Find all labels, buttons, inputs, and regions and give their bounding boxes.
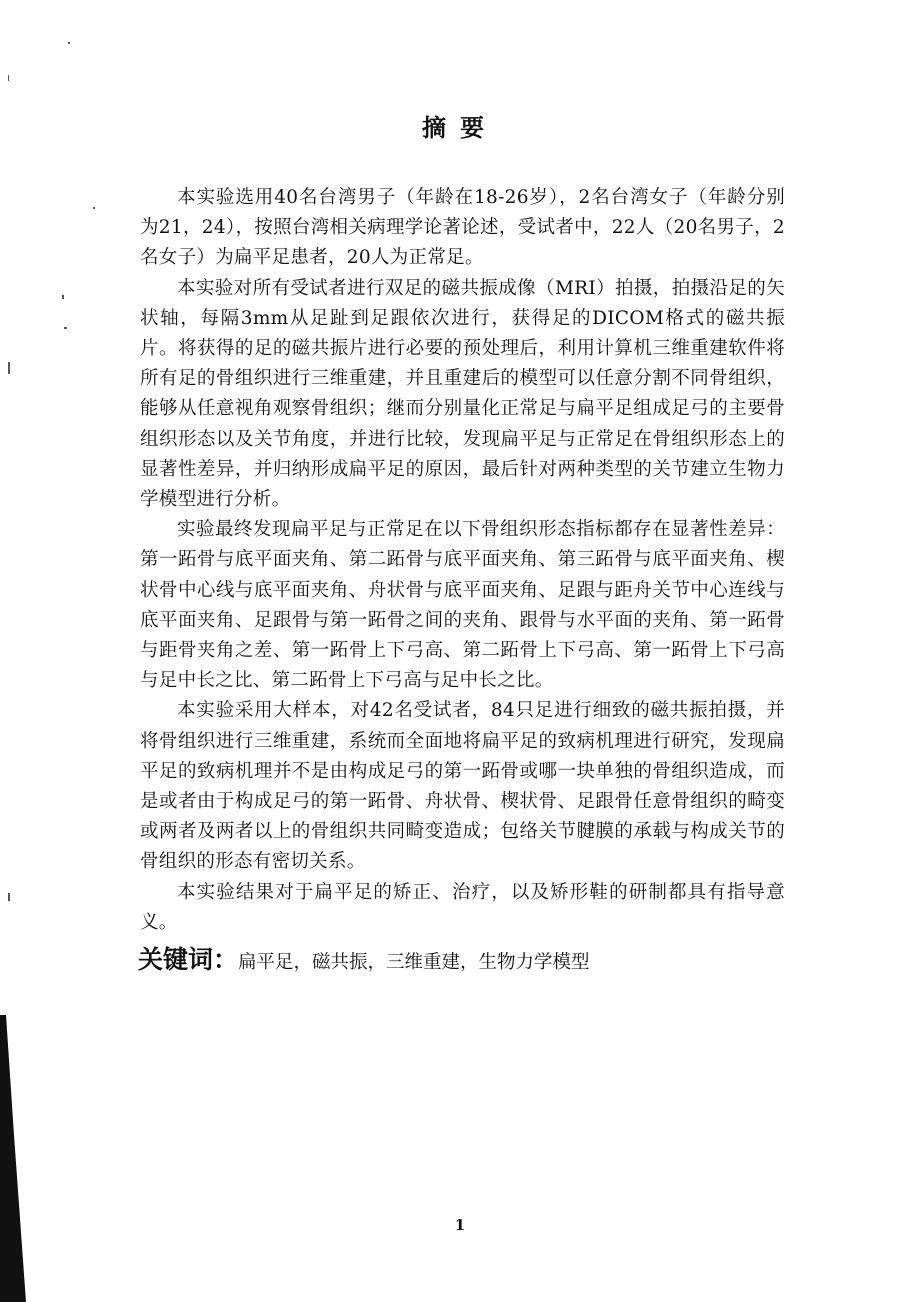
- scan-edge-shadow: [0, 1015, 28, 1302]
- abstract-paragraph: 本实验结果对于扁平足的矫正、治疗，以及矫形鞋的研制都具有指导意义。: [140, 881, 785, 933]
- keywords-label: 关键词：: [138, 945, 239, 974]
- scan-speck: [62, 295, 64, 299]
- scan-speck: [8, 893, 10, 901]
- abstract-paragraph: 本实验选用40名台湾男子（年龄在18-26岁），2名台湾女子（年龄分别为21，24），按照台湾相关病理学论著论述，受试者中，22人（20名男子，2名女子）为扁平足患者，20人为正常足。: [140, 187, 785, 269]
- page-number: 1: [454, 1216, 466, 1234]
- scan-speck: [8, 362, 10, 374]
- abstract-paragraph: 本实验采用大样本，对42名受试者，84只足进行细致的磁共振拍摄，并将骨组织进行三维重建，系统而全面地将扁平足的致病机理进行研究，发现扁平足的致病机理并不是由构成足弓的第一跖骨或哪一块单独的骨组织造成，而是或者由于构成足弓的第一跖骨、舟状骨、楔状骨、足跟骨任意骨组织的畸变或两者及两者以上的骨组织共同畸变造成；包络关节腱膜的承载与构成关节的骨组织的形态有密切关系。: [140, 700, 785, 873]
- abstract-paragraph: 实验最终发现扁平足与正常足在以下骨组织形态指标都存在显著性差异：第一跖骨与底平面夹角、第二跖骨与底平面夹角、第三跖骨与底平面夹角、楔状骨中心线与底平面夹角、舟状骨与底平面夹角、足跟与距舟关节中心连线与底平面夹角、足跟骨与第一跖骨之间的夹角、跟骨与水平面的夹角、第一跖骨与距骨夹角之差、第一跖骨上下弓高、第二跖骨上下弓高、第一跖骨上下弓高与足中长之比、第二跖骨上下弓高与足中长之比。: [140, 519, 785, 692]
- scan-speck: [64, 327, 67, 329]
- scan-speck: [8, 75, 9, 81]
- abstract-paragraph: 本实验对所有受试者进行双足的磁共振成像（MRI）拍摄，拍摄沿足的矢状轴，每隔3mm从足趾到足跟依次进行，获得足的DICOM格式的磁共振片。将获得的足的磁共振片进行必要的预处理后，利用计算机三维重建软件将所有足的骨组织进行三维重建，并且重建后的模型可以任意分割不同骨组织，能够从任意视角观察骨组织；继而分别量化正常足与扁平足组成足弓的主要骨组织形态以及关节角度，并进行比较，发现扁平足与正常足在骨组织形态上的显著性差异，并归纳形成扁平足的原因，最后针对两种类型的关节建立生物力学模型进行分析。: [140, 277, 785, 511]
- keywords-list: 扁平足，磁共振，三维重建，生物力学模型: [238, 952, 590, 973]
- keywords-line: [138, 940, 798, 976]
- scan-speck: [68, 42, 70, 44]
- abstract-body: [140, 183, 785, 938]
- page-title: 摘要: [422, 114, 498, 142]
- scan-speck: [93, 207, 95, 209]
